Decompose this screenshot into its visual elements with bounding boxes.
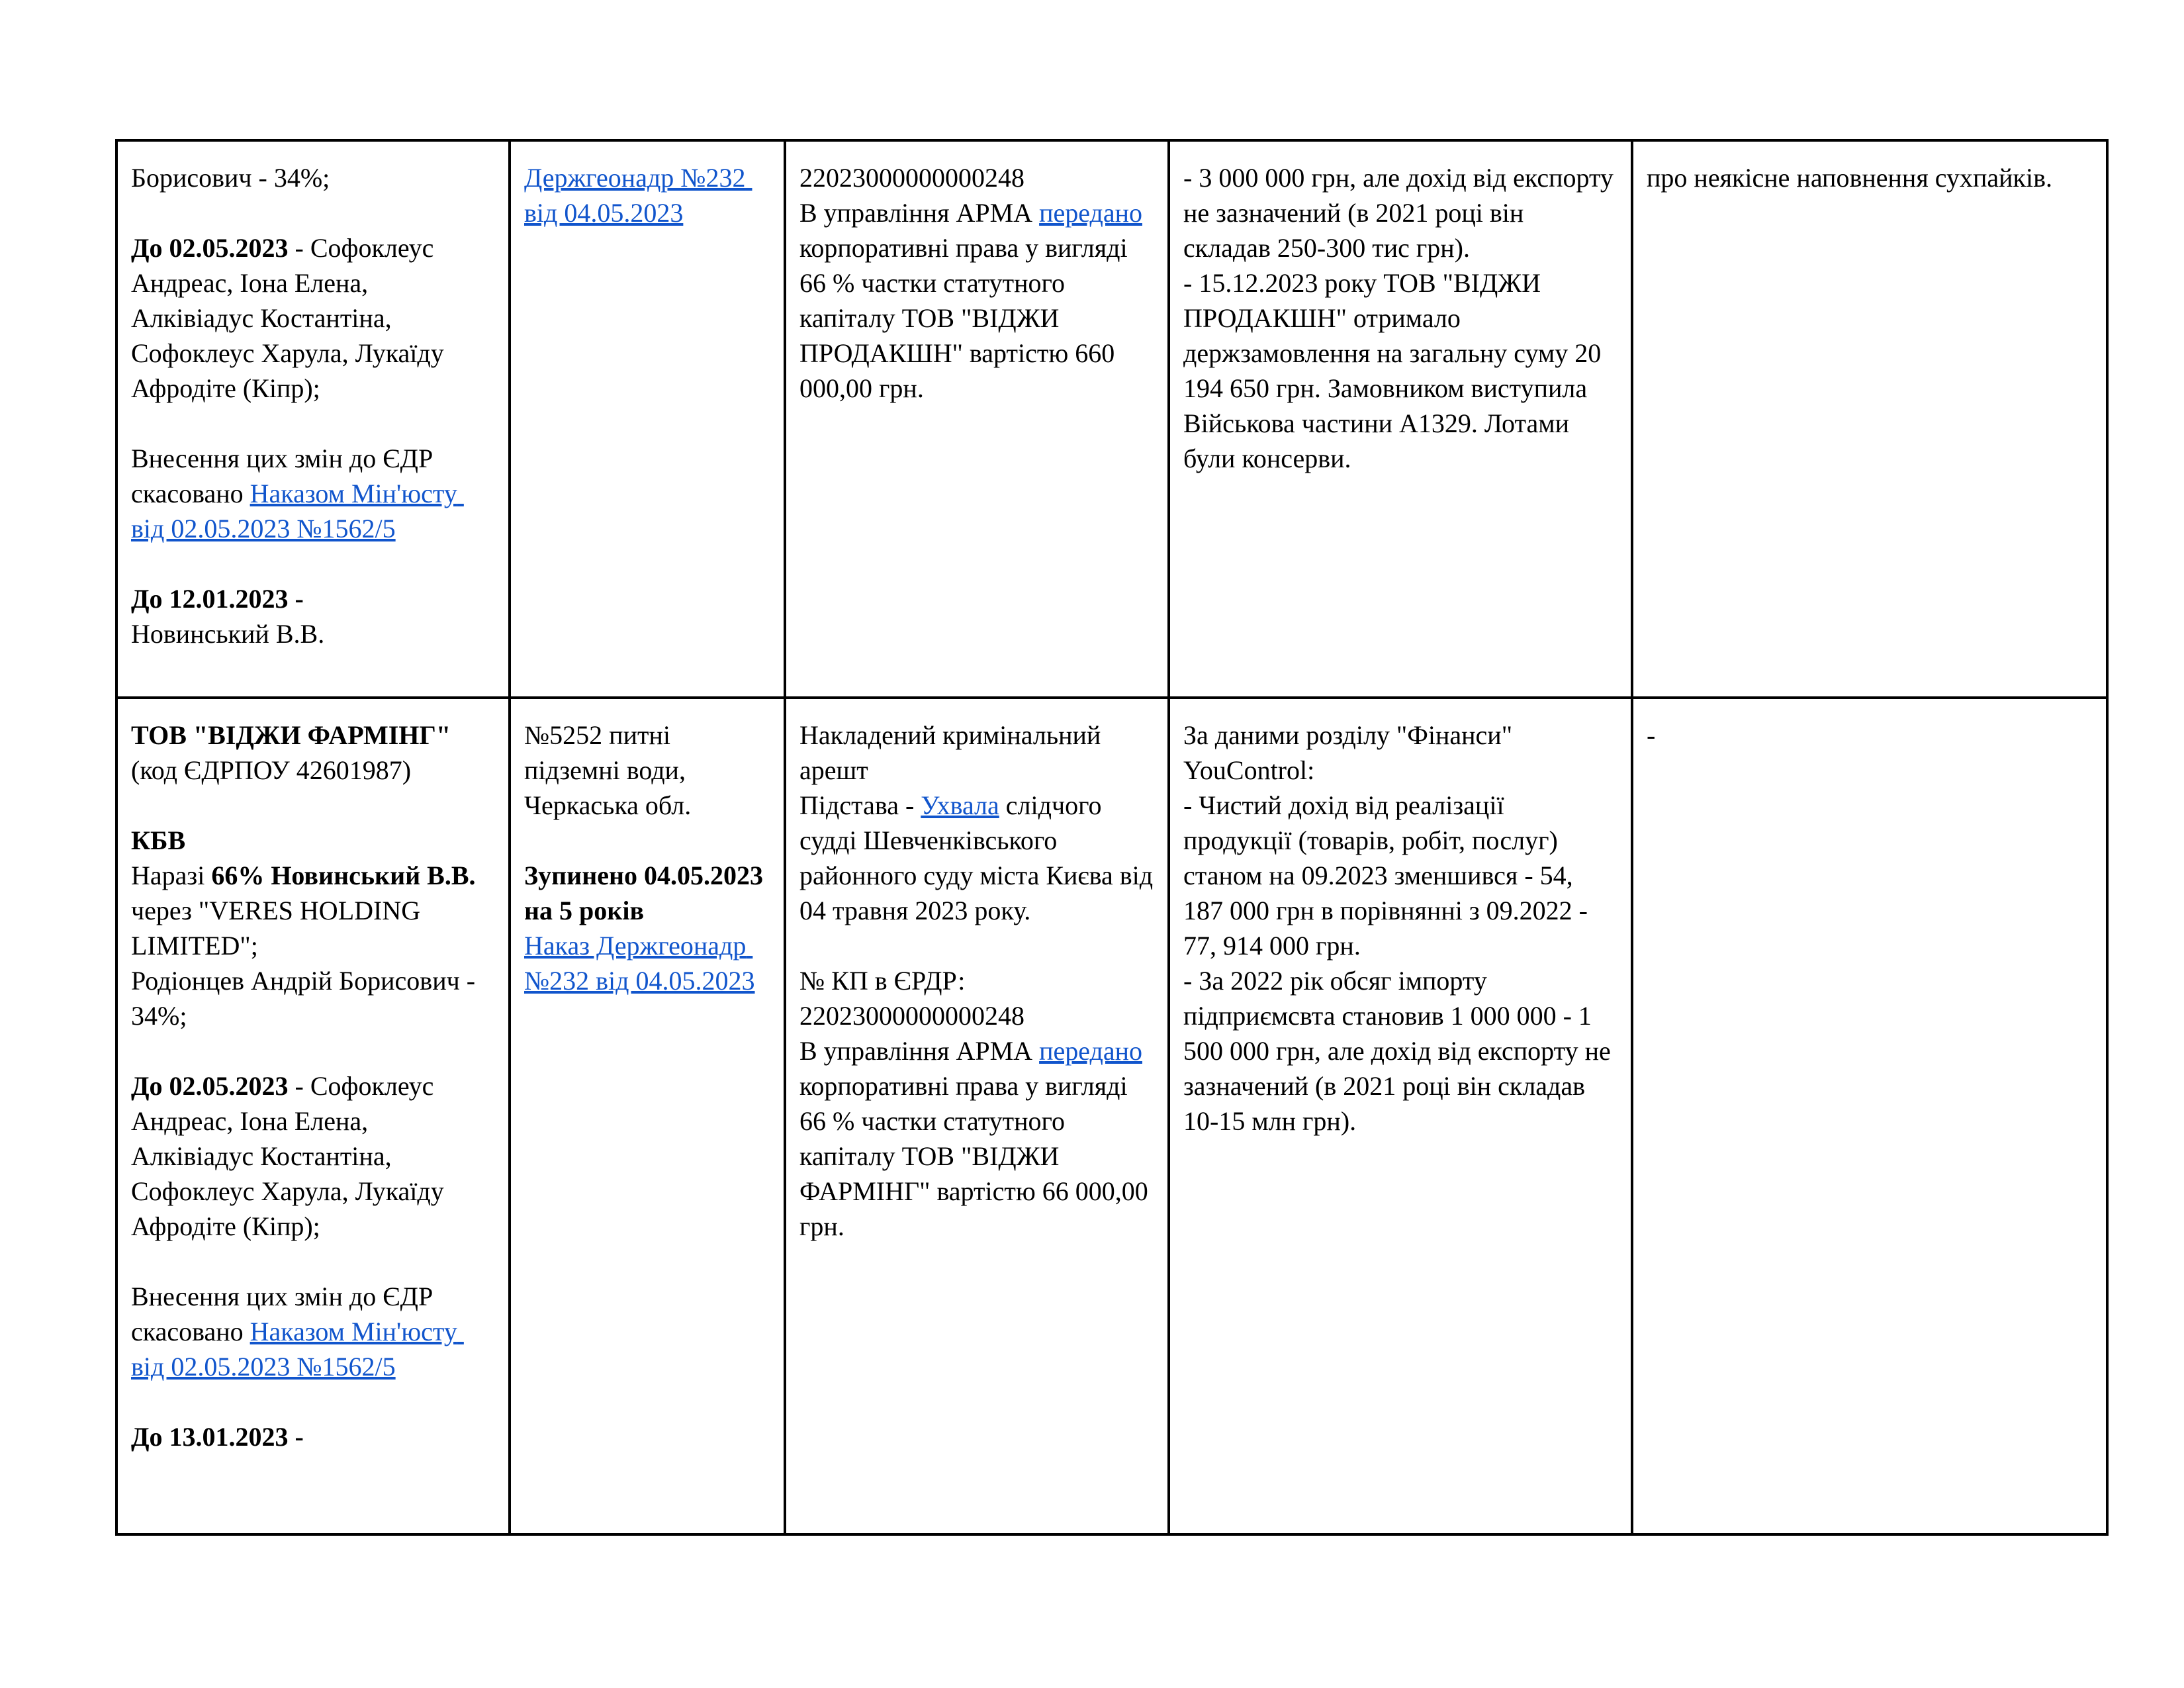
company-code: (код ЄДРПОУ 42601987) bbox=[131, 755, 412, 785]
previous-owners-date: До 02.05.2023 bbox=[131, 1071, 289, 1101]
ministry-order-link[interactable]: Наказом Мін'юсту від 02.05.2023 №1562/5 bbox=[131, 479, 464, 543]
court-ruling-link[interactable]: Ухвала bbox=[921, 790, 999, 820]
geonadra-order-link[interactable]: Держгеонадр №232 від 04.05.2023 bbox=[524, 163, 752, 228]
previous-owners-list: - Софоклеус Андреас, Іона Елена, Алківіадус Костантіна, Софоклеус Харула, Лукаїду Афродіте (Кіпр); bbox=[131, 233, 451, 403]
notes-text: про неякісне наповнення сухпайків. bbox=[1647, 163, 2052, 193]
cancellation-text: Внесення цих змін до ЄДР скасовано bbox=[131, 444, 440, 508]
cancellation-text: Внесення цих змін до ЄДР скасовано bbox=[131, 1282, 440, 1346]
case-number: 22023000000000248 bbox=[799, 163, 1024, 193]
finance-text: - 3 000 000 грн, але дохід від експорту не зазначений (в 2021 році він складав 250-300 тис грн). - 15.12.2023 року ТОВ "ВІДЖИ ПРОДАКШН" отримало держзамовлення на загальну суму 20 194 650 грн. Замовником виступила Військова частини А1329. Лотами були консерви. bbox=[1183, 163, 1614, 473]
previous-owners-paragraph bbox=[131, 230, 495, 406]
case-number: 22023000000000248 bbox=[799, 1001, 1024, 1031]
previous-owners-paragraph bbox=[131, 1068, 495, 1244]
owners-cell bbox=[116, 140, 510, 698]
owners-cell bbox=[116, 698, 510, 1534]
license-suspended: Зупинено 04.05.2023 на 5 років bbox=[524, 861, 770, 925]
notes-text: - bbox=[1647, 720, 1656, 750]
geonadra-order-link[interactable]: Наказ Держгеонадр №232 від 04.05.2023 bbox=[524, 931, 755, 996]
previous-owners-list: - Софоклеус Андреас, Іона Елена, Алківіадус Костантіна, Софоклеус Харула, Лукаїду Афродіте (Кіпр); bbox=[131, 1071, 451, 1241]
finance-cell bbox=[1169, 698, 1632, 1534]
cancellation-paragraph bbox=[131, 441, 495, 546]
data-table bbox=[115, 139, 2109, 1536]
owner-share-line: Борисович - 34%; bbox=[131, 163, 330, 193]
finance-cell bbox=[1169, 140, 1632, 698]
arrest-basis-paragraph: Підстава - Ухвала слідчого судді Шевченківського районного суду міста Києва від 04 травня 2023 року. bbox=[799, 790, 1160, 925]
notes-cell bbox=[1632, 698, 2107, 1534]
license-cell bbox=[510, 140, 785, 698]
current-owner-bold: 66% Новинський В.В. bbox=[211, 861, 476, 890]
ministry-order-link[interactable]: Наказом Мін'юсту від 02.05.2023 №1562/5 bbox=[131, 1317, 464, 1382]
table-row bbox=[116, 698, 2107, 1534]
earlier-owner-date: До 12.01.2023 - bbox=[131, 584, 304, 614]
earlier-owner-date: До 13.01.2023 - bbox=[131, 1422, 304, 1452]
arma-transfer-link[interactable]: передано bbox=[1039, 1036, 1142, 1066]
kbv-title: КБВ bbox=[131, 825, 186, 855]
earlier-owner-name: Новинський В.В. bbox=[131, 619, 325, 649]
previous-owners-date: До 02.05.2023 bbox=[131, 233, 289, 263]
license-text: №5252 питні підземні води, Черкаська обл. bbox=[524, 720, 692, 820]
notes-cell bbox=[1632, 140, 2107, 698]
current-owners-paragraph: Наразі 66% Новинський В.В. через "VERES HOLDING LIMITED"; Родіонцев Андрій Борисович - 34%; bbox=[131, 861, 476, 1031]
table-row bbox=[116, 140, 2107, 698]
arrest-cell bbox=[785, 140, 1169, 698]
finance-text: За даними розділу "Фінанси" YouControl: - Чистий дохід від реалізації продукції (товарів, робіт, послуг) станом на 09.2023 зменшився - 54, 187 000 грн в порівнянні з 09.2022 - 77, 914 000 грн. - За 2022 рік обсяг імпорту підприємсвта становив 1 000 000 - 1 500 000 грн, але дохід від експорту не зазначений (в 2021 році він складав 10-15 млн грн). bbox=[1183, 720, 1611, 1136]
company-name: ТОВ "ВІДЖИ ФАРМІНГ" bbox=[131, 720, 451, 750]
arma-paragraph: В управління АРМА передано корпоративні права у вигляді 66 % частки статутного капіталу ТОВ "ВІДЖИ ПРОДАКШН" вартістю 660 000,00 грн. bbox=[799, 198, 1149, 403]
arrest-cell bbox=[785, 698, 1169, 1534]
arma-paragraph: В управління АРМА передано корпоративні права у вигляді 66 % частки статутного капіталу ТОВ "ВІДЖИ ФАРМІНГ" вартістю 66 000,00 грн. bbox=[799, 1036, 1155, 1241]
cancellation-paragraph bbox=[131, 1279, 495, 1384]
arma-transfer-link[interactable]: передано bbox=[1039, 198, 1142, 228]
case-label: № КП в ЄРДР: bbox=[799, 966, 966, 996]
license-cell bbox=[510, 698, 785, 1534]
arrest-title: Накладений кримінальний арешт bbox=[799, 720, 1108, 785]
